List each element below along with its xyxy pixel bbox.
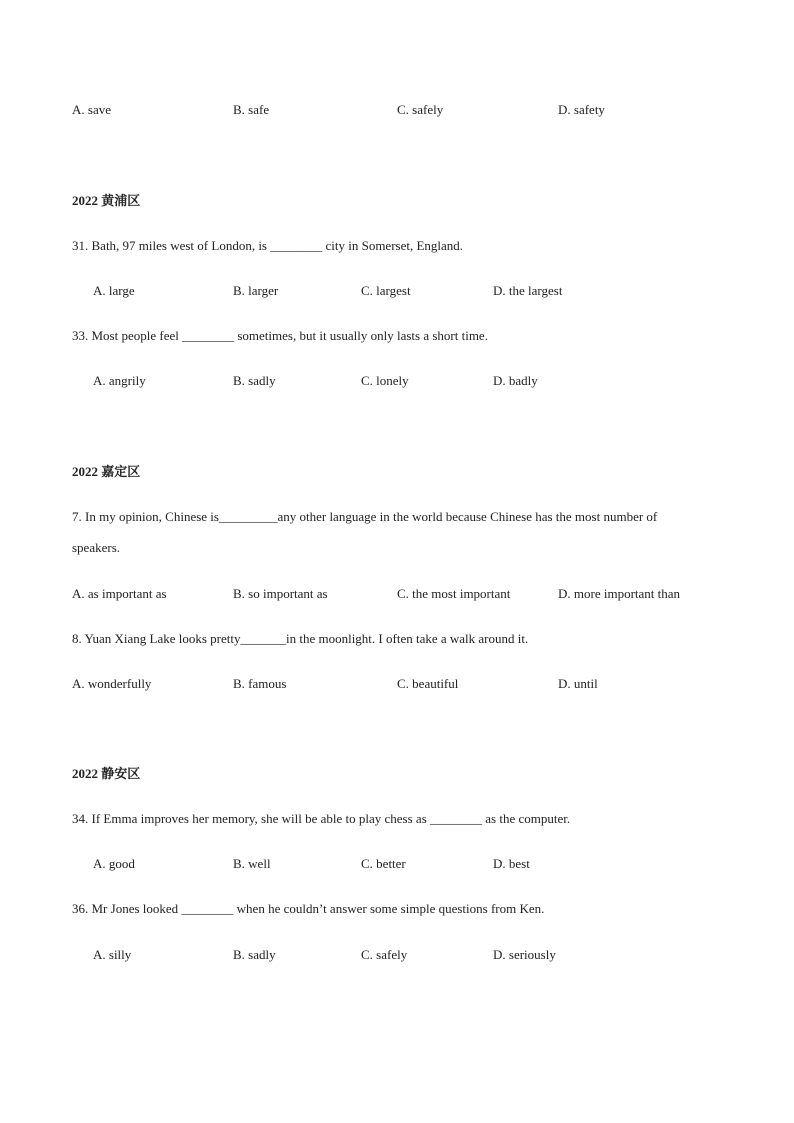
option-a: A. good	[93, 856, 135, 871]
question-text: 34. If Emma improves her memory, she will be able to play chess as ________ as the computer.	[72, 811, 571, 826]
question-text: 31. Bath, 97 miles west of London, is ________ city in Somerset, England.	[72, 238, 464, 253]
option-c: C. better	[361, 856, 406, 871]
option-a: A. as important as	[72, 586, 167, 601]
option-b: B. larger	[233, 283, 279, 298]
question-text: 8. Yuan Xiang Lake looks pretty_______in the moonlight. I often take a walk around it.	[72, 631, 529, 646]
option-b: B. well	[233, 856, 271, 871]
option-d: D. best	[493, 856, 530, 871]
question-text: 33. Most people feel ________ sometimes, but it usually only lasts a short time.	[72, 328, 488, 343]
option-c: C. beautiful	[397, 676, 459, 691]
option-d: D. safety	[558, 102, 605, 117]
question-text: 7. In my opinion, Chinese is_________any other language in the world because Chinese has the most number of	[72, 509, 658, 524]
option-c: C. safely	[397, 102, 444, 117]
option-d: D. the largest	[493, 283, 563, 298]
option-b: B. famous	[233, 676, 287, 691]
section-heading: 2022 静安区	[72, 766, 141, 781]
option-a: A. save	[72, 102, 111, 117]
option-c: C. the most important	[397, 586, 511, 601]
option-b: B. safe	[233, 102, 270, 117]
option-a: A. angrily	[93, 373, 146, 388]
option-d: D. seriously	[493, 947, 556, 962]
option-c: C. safely	[361, 947, 408, 962]
option-c: C. lonely	[361, 373, 409, 388]
option-d: D. until	[558, 676, 598, 691]
option-b: B. sadly	[233, 373, 276, 388]
option-d: D. badly	[493, 373, 538, 388]
section-heading: 2022 黄浦区	[72, 193, 141, 208]
option-d: D. more important than	[558, 586, 681, 601]
option-a: A. silly	[93, 947, 132, 962]
option-a: A. large	[93, 283, 135, 298]
option-b: B. sadly	[233, 947, 276, 962]
option-a: A. wonderfully	[72, 676, 152, 691]
section-heading: 2022 嘉定区	[72, 464, 141, 479]
option-b: B. so important as	[233, 586, 328, 601]
question-text: 36. Mr Jones looked ________ when he couldn’t answer some simple questions from Ken.	[72, 901, 545, 916]
question-text-continued: speakers.	[72, 540, 121, 555]
option-c: C. largest	[361, 283, 411, 298]
